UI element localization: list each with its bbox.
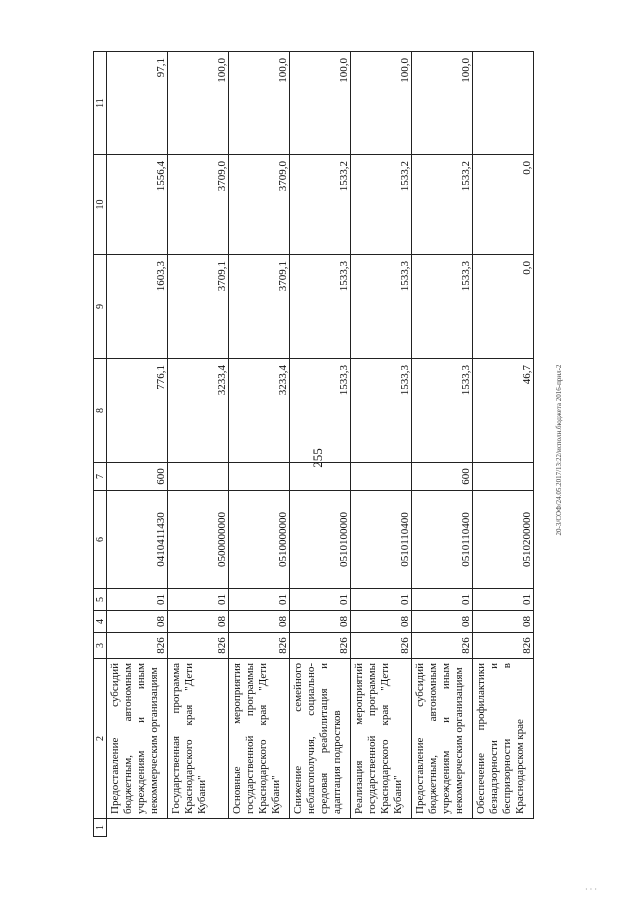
cell-c9: 1533,3	[351, 255, 412, 359]
cell-c3: 826	[473, 633, 534, 659]
cell-c8: 46,7	[473, 359, 534, 463]
row-description: Снижение семейного неблагополучия, социально-средовая реабилитация и адаптация подростков	[290, 659, 351, 819]
row-description: Реализация мероприятий государственной программы Краснодарского края "Дети Кубани"	[351, 659, 412, 819]
cell-c1	[107, 819, 168, 837]
cell-c1	[412, 819, 473, 837]
cell-c6: 0510000000	[229, 491, 290, 589]
cell-c9: 1533,3	[290, 255, 351, 359]
cell-c1	[473, 819, 534, 837]
column-header-5: 5	[94, 589, 107, 611]
table-row	[473, 52, 534, 837]
column-header-2: 2	[94, 659, 107, 819]
column-header-1: 1	[94, 819, 107, 837]
cell-c5: 01	[107, 589, 168, 611]
cell-c4: 08	[473, 611, 534, 633]
row-description: Основные мероприятия государственной программы Краснодарского края "Дети Кубани"	[229, 659, 290, 819]
cell-c5: 01	[412, 589, 473, 611]
cell-c10: 0,0	[473, 155, 534, 255]
column-header-10: 10	[94, 155, 107, 255]
column-header-3: 3	[94, 633, 107, 659]
cell-c9: 1603,3	[107, 255, 168, 359]
cell-c7	[351, 463, 412, 491]
footer-mark: · · ·	[585, 885, 597, 894]
column-header-11: 11	[94, 52, 107, 155]
cell-c1	[168, 819, 229, 837]
cell-c10: 1533,2	[412, 155, 473, 255]
footer-stamp: 20-3/СОФ/24.05.2017/13:22/исполн.бюджета 2016-прил-2	[555, 364, 563, 536]
cell-c11: 100,0	[290, 52, 351, 155]
cell-c11: 97,1	[107, 52, 168, 155]
table-row	[107, 52, 168, 837]
cell-c8: 1533,3	[290, 359, 351, 463]
cell-c7: 600	[412, 463, 473, 491]
cell-c8: 3233,4	[168, 359, 229, 463]
column-header-8: 8	[94, 359, 107, 463]
cell-c3: 826	[107, 633, 168, 659]
cell-c9: 0,0	[473, 255, 534, 359]
cell-c5: 01	[229, 589, 290, 611]
cell-c6: 0410411430	[107, 491, 168, 589]
cell-c10: 3709,0	[168, 155, 229, 255]
row-description: Предоставление субсидий бюджетным, автономным учреждениям и иным некоммерческим организациям	[412, 659, 473, 819]
cell-c7: 600	[107, 463, 168, 491]
cell-c1	[290, 819, 351, 837]
cell-c1	[229, 819, 290, 837]
cell-c3: 826	[229, 633, 290, 659]
cell-c8: 1533,3	[351, 359, 412, 463]
cell-c4: 08	[412, 611, 473, 633]
cell-c9: 3709,1	[168, 255, 229, 359]
cell-c8: 3233,4	[229, 359, 290, 463]
cell-c6: 0510110400	[351, 491, 412, 589]
table-row	[351, 52, 412, 837]
cell-c11: 100,0	[229, 52, 290, 155]
table-body	[107, 52, 534, 837]
cell-c7	[290, 463, 351, 491]
cell-c3: 826	[290, 633, 351, 659]
cell-c10: 1533,2	[290, 155, 351, 255]
cell-c3: 826	[412, 633, 473, 659]
column-header-7: 7	[94, 463, 107, 491]
cell-c5: 01	[351, 589, 412, 611]
cell-c11: 100,0	[412, 52, 473, 155]
column-header-9: 9	[94, 255, 107, 359]
cell-c4: 08	[290, 611, 351, 633]
row-description: Обеспечение профилактики безнадзорности и беспризорности в Краснодарском крае	[473, 659, 534, 819]
cell-c5: 01	[168, 589, 229, 611]
cell-c3: 826	[351, 633, 412, 659]
cell-c11	[473, 52, 534, 155]
table-row	[412, 52, 473, 837]
cell-c7	[229, 463, 290, 491]
row-description: Государственная программа Краснодарского края "Дети Кубани"	[168, 659, 229, 819]
cell-c4: 08	[107, 611, 168, 633]
cell-c11: 100,0	[351, 52, 412, 155]
cell-c4: 08	[229, 611, 290, 633]
cell-c10: 1533,2	[351, 155, 412, 255]
cell-c10: 3709,0	[229, 155, 290, 255]
cell-c7	[168, 463, 229, 491]
header-row	[94, 52, 107, 837]
cell-c4: 08	[351, 611, 412, 633]
cell-c3: 826	[168, 633, 229, 659]
cell-c9: 1533,3	[412, 255, 473, 359]
column-header-6: 6	[94, 491, 107, 589]
cell-c6: 0510200000	[473, 491, 534, 589]
cell-c4: 08	[168, 611, 229, 633]
cell-c6: 0500000000	[168, 491, 229, 589]
table-row	[168, 52, 229, 837]
table-row	[229, 52, 290, 837]
cell-c8: 776,1	[107, 359, 168, 463]
row-description: Предоставление субсидий бюджетным, автономным учреждениям и иным некоммерческим организациям	[107, 659, 168, 819]
cell-c1	[351, 819, 412, 837]
cell-c6: 0510100000	[290, 491, 351, 589]
page-number: 255	[310, 448, 325, 468]
budget-table	[93, 51, 534, 837]
cell-c8: 1533,3	[412, 359, 473, 463]
column-header-4: 4	[94, 611, 107, 633]
cell-c7	[473, 463, 534, 491]
cell-c9: 3709,1	[229, 255, 290, 359]
table-row	[290, 52, 351, 837]
budget-table-container	[93, 52, 573, 837]
cell-c11: 100,0	[168, 52, 229, 155]
cell-c6: 0510110400	[412, 491, 473, 589]
cell-c5: 01	[473, 589, 534, 611]
cell-c10: 1556,4	[107, 155, 168, 255]
cell-c5: 01	[290, 589, 351, 611]
